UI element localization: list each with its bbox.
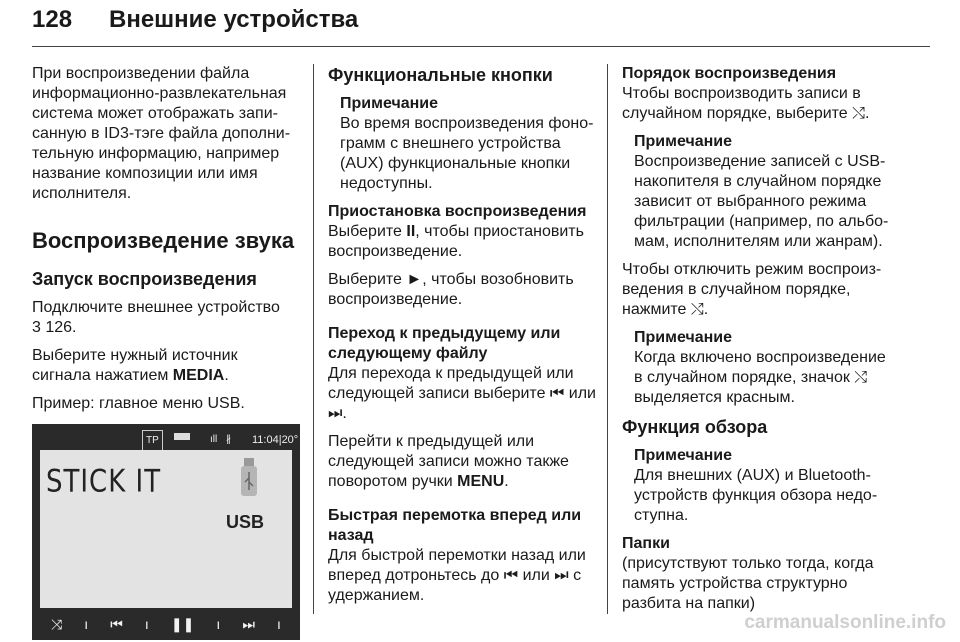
- or-text: или: [522, 567, 550, 584]
- track-title: STICK IT: [46, 464, 162, 500]
- page-header: [32, 6, 930, 42]
- connect-text: Подключите внешнее устройство: [32, 299, 280, 316]
- note-title: Примечание: [634, 133, 733, 150]
- skip-paragraph: [328, 364, 596, 424]
- resume-text: Выберите: [328, 271, 402, 288]
- note-block: [634, 328, 894, 408]
- folders-paragraph: (присутствуют только тогда, когда память устройства структурно разбита на папки): [622, 555, 874, 612]
- signal-icon: ıll: [210, 434, 218, 445]
- subsection-heading: Функция обзора: [622, 417, 768, 437]
- play-icon: ►: [406, 271, 423, 288]
- seek-heading: Быстрая перемотка вперед или назад: [328, 507, 582, 544]
- page-ref-arrow-icon: 3: [32, 319, 41, 336]
- note-text: Воспроизведение записей с USB-накопителя в случайном порядке зависит от выбранного режима фильтрации (например, по альбо-мам, исполнителям или жанрам).: [634, 153, 889, 250]
- subsection-heading: Функциональные кнопки: [328, 65, 553, 85]
- chapter-title: Внешние устройства: [109, 6, 359, 33]
- shuffle-icon: ⤭: [852, 105, 865, 122]
- pause-paragraph: [328, 222, 596, 262]
- punct: .: [224, 367, 229, 384]
- punct: .: [504, 473, 509, 490]
- pause-text: Выберите: [328, 223, 402, 240]
- previous-track-icon: ⏮: [549, 385, 565, 402]
- header-rule: [32, 46, 930, 47]
- battery-icon: [174, 433, 190, 440]
- punct: .: [864, 105, 870, 122]
- note-text-a: Когда включено воспроизведение в случайном порядке, значок: [634, 349, 886, 386]
- tp-indicator: TP: [142, 430, 163, 452]
- pause-icon: II: [406, 223, 416, 240]
- page-number: 128: [32, 6, 73, 33]
- separator: ı: [216, 616, 221, 632]
- shuffle-paragraph: [622, 84, 894, 124]
- separator: ı: [277, 616, 281, 632]
- media-button-label: MEDIA: [172, 367, 225, 384]
- status-bar: [132, 430, 299, 448]
- shuffle-icon: ⤭: [690, 301, 704, 318]
- column-divider: [607, 64, 608, 614]
- source-paragraph: [32, 346, 300, 386]
- knob-text: Перейти к предыдущей или следующей записи можно также поворотом ручки: [328, 433, 569, 490]
- previous-track-icon: ⏮: [503, 567, 519, 584]
- column-divider: [313, 64, 314, 614]
- resume-text-end: , чтобы возобновить воспроизведение.: [328, 271, 574, 308]
- transport-bar: [40, 612, 292, 636]
- resume-paragraph: [328, 270, 596, 310]
- next-button[interactable]: ⏭: [242, 616, 255, 632]
- note-title: Примечание: [634, 329, 733, 346]
- usb-menu-screenshot: [32, 424, 300, 640]
- seek-text-end: с удержанием.: [328, 567, 582, 604]
- pause-heading: Приостановка воспроизведения: [328, 203, 587, 220]
- separator: ı: [144, 616, 149, 632]
- next-track-icon: ⏭: [328, 405, 343, 422]
- shuffle-heading: Порядок воспроизведения: [622, 65, 837, 82]
- shuffle-button[interactable]: ⤨: [51, 616, 63, 632]
- note-title: Примечание: [340, 95, 439, 112]
- usb-label: USB: [226, 512, 265, 532]
- punct: .: [703, 301, 709, 318]
- note-title: Примечание: [634, 447, 733, 464]
- separator: ı: [84, 616, 89, 632]
- page-ref[interactable]: 126.: [45, 319, 77, 336]
- knob-paragraph: [328, 432, 596, 492]
- note-text: [634, 348, 894, 408]
- section-heading: Воспроизведение звука: [32, 228, 295, 253]
- usb-stick-icon: [238, 458, 260, 498]
- shuffle-text: Чтобы воспроизводить записи в случайном порядке, выберите: [622, 85, 861, 122]
- screen-content: [40, 450, 292, 608]
- column-middle: [328, 64, 596, 614]
- shuffle-icon: ⤭: [854, 369, 868, 386]
- source-text: Выберите нужный источник сигнала нажатием: [32, 347, 238, 384]
- subsection-heading: Запуск воспроизведения: [32, 269, 257, 289]
- column-left: [32, 64, 300, 640]
- column-right: [622, 64, 894, 622]
- shuffle-off-paragraph: [622, 260, 894, 320]
- or-text: или: [568, 385, 596, 402]
- skip-heading: Переход к предыдущему или следующему файлу: [328, 325, 561, 362]
- pause-button[interactable]: ❚❚: [170, 616, 195, 632]
- connect-paragraph: [32, 298, 300, 338]
- punct: .: [342, 405, 347, 422]
- note-text: Во время воспроизведения фоно-грамм с внешнего устройства (AUX) функциональные кнопки недоступны.: [340, 115, 594, 192]
- note-block: [634, 446, 894, 526]
- seek-paragraph: [328, 546, 596, 606]
- note-block: [634, 132, 894, 252]
- skip-text: Для перехода к предыдущей или следующей записи выберите: [328, 365, 574, 402]
- watermark: carmanualsonline.info: [744, 612, 946, 633]
- note-block: [340, 94, 596, 194]
- seek-text: Для быстрой перемотки назад или вперед дотроньтесь до: [328, 547, 586, 584]
- next-track-icon: ⏭: [554, 567, 569, 584]
- bluetooth-icon: ∦: [226, 434, 231, 445]
- note-text-b: выделяется красным.: [634, 389, 795, 406]
- clock-readout: 11:04|20°: [252, 434, 299, 446]
- example-paragraph: Пример: главное меню USB.: [32, 395, 245, 412]
- previous-button[interactable]: ⏮: [110, 616, 123, 632]
- note-text: Для внешних (AUX) и Bluetooth-устройств функция обзора недо-ступна.: [634, 467, 878, 524]
- intro-paragraph: При воспроизведении файла информационно-развлекательная система может отображать запи-санную в ID3-тэге файла дополни-тельную информацию, например название композиции или имя исполнителя.: [32, 65, 291, 202]
- folders-heading: Папки: [622, 535, 670, 552]
- shuffle-off-text: Чтобы отключить режим воспроиз-ведения в случайном порядке, нажмите: [622, 261, 882, 318]
- pause-text-end: , чтобы приостановить воспроизведение.: [328, 223, 584, 260]
- menu-knob-label: MENU: [457, 473, 505, 490]
